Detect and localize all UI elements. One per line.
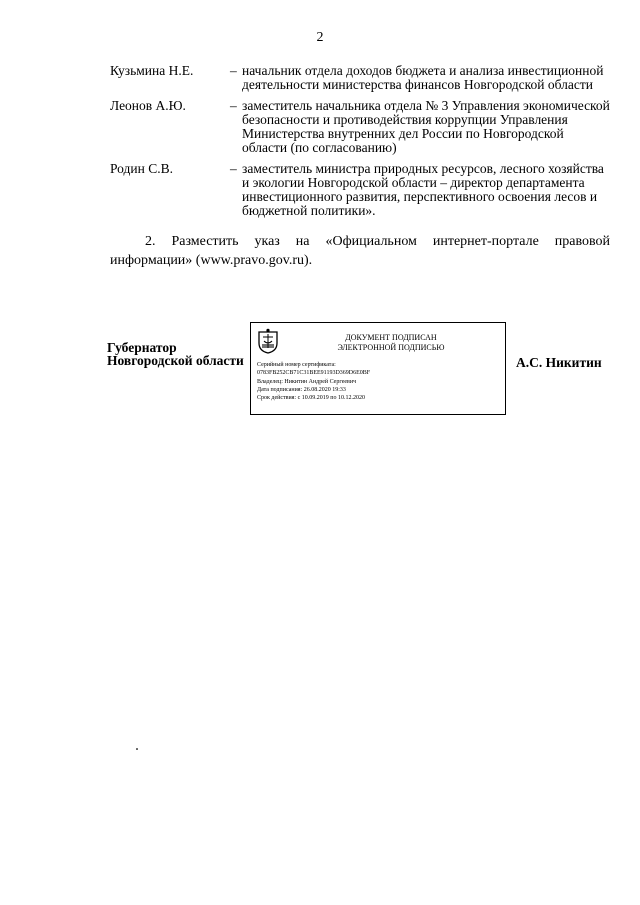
member-name: Леонов А.Ю. xyxy=(110,98,186,113)
dash: – xyxy=(230,161,237,176)
coat-of-arms-icon xyxy=(257,328,279,354)
paragraph-2: 2. Разместить указ на «Официальном интернет-портале правовой информации» (www.pravo.gov.ru). xyxy=(110,234,610,268)
member-description-text: заместитель министра природных ресурсов, лесного хозяйства и экологии Новгородской области – директор департамента инвестиционного развития, перспективного освоения лесов и бюджетной политики». xyxy=(242,161,604,218)
member-description xyxy=(230,162,610,218)
member-name: Родин С.В. xyxy=(110,161,173,176)
dash: – xyxy=(230,98,237,113)
page-number: 2 xyxy=(316,30,324,45)
dash: – xyxy=(230,63,237,78)
stamp-details xyxy=(257,361,370,402)
member-list xyxy=(110,64,610,225)
member-row xyxy=(110,64,610,92)
member-row xyxy=(110,99,610,155)
member-description xyxy=(230,64,610,92)
stamp-validity: Срок действия: с 10.09.2019 по 10.12.2020 xyxy=(257,395,365,402)
member-description-text: начальник отдела доходов бюджета и анализа инвестиционной деятельности министерства финансов Новгородской области xyxy=(242,63,604,92)
stamp-title-line1: ДОКУМЕНТ ПОДПИСАН xyxy=(345,333,437,342)
signatory-title-line1: Губернатор xyxy=(107,340,177,355)
signatory-name: А.С. Никитин xyxy=(516,355,602,370)
member-description xyxy=(230,99,610,155)
member-description-text: заместитель начальника отдела № 3 Управления экономической безопасности и противодействия коррупции Управления Министерства внутренних дел России по Новгородской области (по согласованию) xyxy=(242,98,610,155)
member-name: Кузьмина Н.Е. xyxy=(110,63,194,78)
signatory-title-line2: Новгородской области xyxy=(107,353,244,368)
member-row xyxy=(110,162,610,218)
stamp-signed-date: Дата подписания: 26.08.2020 19:33 xyxy=(257,386,346,393)
stamp-title xyxy=(296,333,486,352)
scan-speck xyxy=(136,748,138,750)
electronic-signature-stamp xyxy=(250,322,506,415)
stamp-serial-label: Серийный номер сертификата: xyxy=(257,362,336,368)
signatory-title xyxy=(107,341,244,367)
stamp-serial-value: 0783FB252CB71C31BEE91193D369D6E0BF xyxy=(257,370,371,377)
stamp-title-line2: ЭЛЕКТРОННОЙ ПОДПИСЬЮ xyxy=(337,342,445,352)
stamp-owner: Владелец: Никитин Андрей Сергеевич xyxy=(257,378,357,385)
